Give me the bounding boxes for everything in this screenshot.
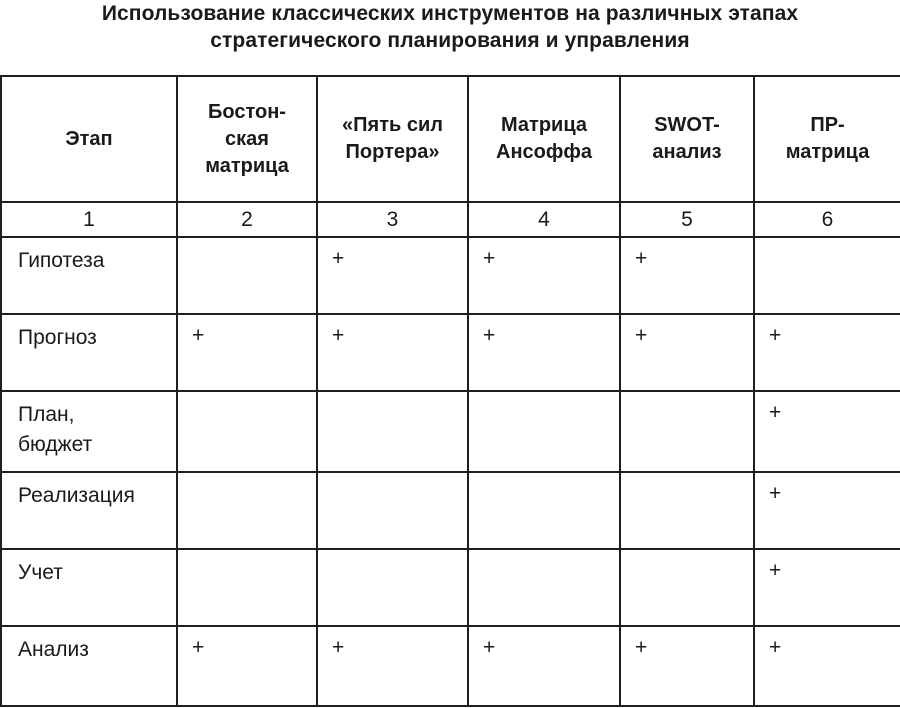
table-title — [0, 0, 900, 54]
mark-cell — [468, 549, 620, 626]
header-stage: Этап — [1, 76, 177, 202]
header-swot-analysis: SWOT- анализ — [620, 76, 754, 202]
column-number: 3 — [317, 202, 468, 237]
mark-cell: + — [754, 391, 900, 472]
mark-cell: + — [468, 626, 620, 706]
mark-cell: + — [177, 314, 317, 391]
mark-cell: + — [468, 314, 620, 391]
mark-cell: + — [468, 237, 620, 314]
title-line-2: стратегического планирования и управления — [210, 29, 690, 52]
stage-cell: Гипотеза — [1, 237, 177, 314]
mark-cell: + — [317, 237, 468, 314]
mark-cell — [468, 472, 620, 549]
column-number: 2 — [177, 202, 317, 237]
mark-cell: + — [317, 626, 468, 706]
stage-cell: Реализация — [1, 472, 177, 549]
header-porter-five-forces: «Пять сил Портера» — [317, 76, 468, 202]
table-row — [1, 314, 900, 391]
mark-cell — [177, 472, 317, 549]
mark-cell: + — [620, 237, 754, 314]
table-row — [1, 549, 900, 626]
mark-cell: + — [754, 626, 900, 706]
header-boston-matrix: Бостон- ская матрица — [177, 76, 317, 202]
column-number: 5 — [620, 202, 754, 237]
stage-cell: Анализ — [1, 626, 177, 706]
mark-cell — [177, 549, 317, 626]
stage-cell: Учет — [1, 549, 177, 626]
mark-cell — [317, 472, 468, 549]
table-row — [1, 391, 900, 472]
mark-cell: + — [754, 549, 900, 626]
mark-cell — [754, 237, 900, 314]
mark-cell — [177, 391, 317, 472]
table-row — [1, 237, 900, 314]
mark-cell: + — [754, 314, 900, 391]
mark-cell: + — [620, 626, 754, 706]
mark-cell — [620, 472, 754, 549]
mark-cell: + — [754, 472, 900, 549]
title-line-1: Использование классических инструментов на различных этапах — [101, 2, 799, 25]
mark-cell: + — [177, 626, 317, 706]
mark-cell: + — [620, 314, 754, 391]
header-pr-matrix: ПР- матрица — [754, 76, 900, 202]
mark-cell — [620, 391, 754, 472]
column-number-row — [1, 202, 900, 237]
header-row — [1, 76, 900, 202]
mark-cell — [620, 549, 754, 626]
header-ansoff-matrix: Матрица Ансоффа — [468, 76, 620, 202]
stage-cell: План, бюджет — [1, 391, 177, 472]
stage-cell: Прогноз — [1, 314, 177, 391]
column-number: 1 — [1, 202, 177, 237]
tools-table — [0, 75, 900, 707]
table-row — [1, 626, 900, 706]
table-row — [1, 472, 900, 549]
mark-cell — [468, 391, 620, 472]
mark-cell: + — [317, 314, 468, 391]
column-number: 4 — [468, 202, 620, 237]
column-number: 6 — [754, 202, 900, 237]
mark-cell — [317, 549, 468, 626]
mark-cell — [317, 391, 468, 472]
mark-cell — [177, 237, 317, 314]
